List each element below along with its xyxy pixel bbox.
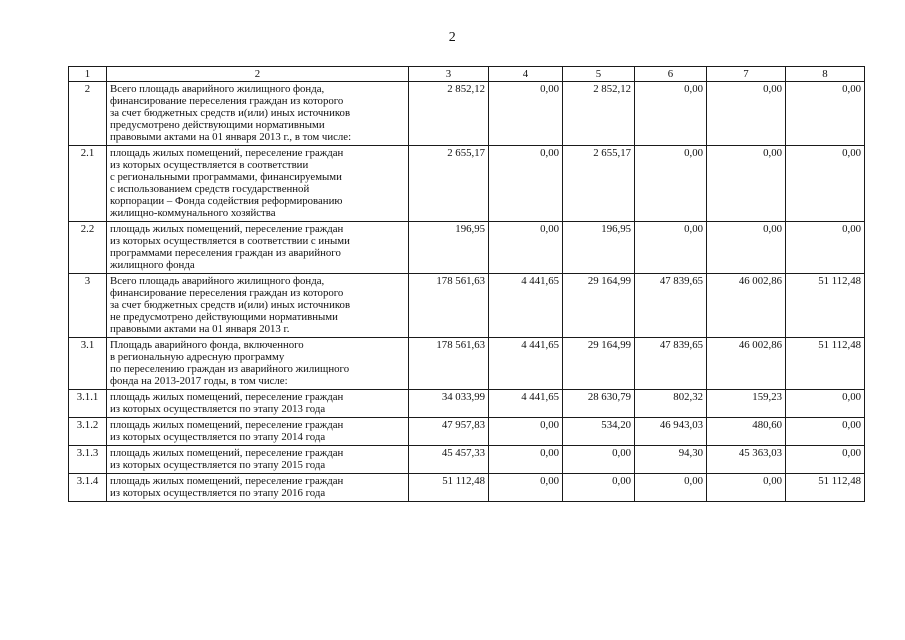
row-description-cell: площадь жилых помещений, переселение граждан из которых осуществляется по этапу 2013 года xyxy=(107,390,409,418)
row-number-cell: 3.1.4 xyxy=(69,474,107,502)
value-cell-col-6: 802,32 xyxy=(635,390,707,418)
value-cell-col-4: 4 441,65 xyxy=(489,338,563,390)
value-cell-col-8: 0,00 xyxy=(786,82,865,146)
row-number-cell: 3 xyxy=(69,274,107,338)
value-cell-col-5: 196,95 xyxy=(563,222,635,274)
row-description-cell: Площадь аварийного фонда, включенного в региональную адресную программу по переселению граждан из аварийного жилищного фонда на 2013-2017 годы, в том числе: xyxy=(107,338,409,390)
row-number-cell: 2.2 xyxy=(69,222,107,274)
value-cell-col-8: 51 112,48 xyxy=(786,338,865,390)
table-row xyxy=(69,274,865,338)
value-cell-col-6: 94,30 xyxy=(635,446,707,474)
value-cell-col-4: 0,00 xyxy=(489,446,563,474)
row-description-cell: Всего площадь аварийного жилищного фонда, финансирование переселения граждан из которого за счет бюджетных средств и(или) иных источников предусмотрено действующими нормативными правовыми актами на 01 января 2013 г., в том числе: xyxy=(107,82,409,146)
header-cell-1: 1 xyxy=(69,67,107,82)
row-number-cell: 3.1 xyxy=(69,338,107,390)
row-description-cell: площадь жилых помещений, переселение граждан из которых осуществляется по этапу 2014 года xyxy=(107,418,409,446)
header-cell-4: 4 xyxy=(489,67,563,82)
value-cell-col-3: 45 457,33 xyxy=(409,446,489,474)
table-row xyxy=(69,474,865,502)
table-row xyxy=(69,338,865,390)
value-cell-col-4: 0,00 xyxy=(489,222,563,274)
value-cell-col-5: 29 164,99 xyxy=(563,274,635,338)
value-cell-col-5: 28 630,79 xyxy=(563,390,635,418)
value-cell-col-7: 46 002,86 xyxy=(707,338,786,390)
header-cell-2: 2 xyxy=(107,67,409,82)
value-cell-col-5: 534,20 xyxy=(563,418,635,446)
row-description-cell: площадь жилых помещений, переселение граждан из которых осуществляется в соответствии с региональными программами, финансируемыми с использованием средств государственной корпорации – Фонда содействия реформированию жилищно-коммунального хозяйства xyxy=(107,146,409,222)
value-cell-col-5: 0,00 xyxy=(563,446,635,474)
value-cell-col-4: 4 441,65 xyxy=(489,390,563,418)
value-cell-col-6: 46 943,03 xyxy=(635,418,707,446)
value-cell-col-8: 51 112,48 xyxy=(786,274,865,338)
row-description-cell: площадь жилых помещений, переселение граждан из которых осуществляется по этапу 2015 года xyxy=(107,446,409,474)
row-number-cell: 3.1.1 xyxy=(69,390,107,418)
value-cell-col-4: 0,00 xyxy=(489,418,563,446)
value-cell-col-3: 47 957,83 xyxy=(409,418,489,446)
table-row xyxy=(69,418,865,446)
row-number-cell: 3.1.3 xyxy=(69,446,107,474)
table-row xyxy=(69,82,865,146)
header-cell-8: 8 xyxy=(786,67,865,82)
value-cell-col-4: 0,00 xyxy=(489,146,563,222)
value-cell-col-7: 0,00 xyxy=(707,222,786,274)
housing-fund-table xyxy=(68,66,865,502)
row-description-cell: Всего площадь аварийного жилищного фонда, финансирование переселения граждан из которого за счет бюджетных средств и(или) иных источников не предусмотрено действующими нормативными правовыми актами на 01 января 2013 г. xyxy=(107,274,409,338)
value-cell-col-5: 2 655,17 xyxy=(563,146,635,222)
value-cell-col-8: 0,00 xyxy=(786,146,865,222)
table-row xyxy=(69,446,865,474)
row-description-cell: площадь жилых помещений, переселение граждан из которых осуществляется в соответствии с иными программами переселения граждан из аварийного жилищного фонда xyxy=(107,222,409,274)
value-cell-col-8: 0,00 xyxy=(786,222,865,274)
header-cell-7: 7 xyxy=(707,67,786,82)
row-description-cell: площадь жилых помещений, переселение граждан из которых осуществляется по этапу 2016 года xyxy=(107,474,409,502)
value-cell-col-4: 4 441,65 xyxy=(489,274,563,338)
value-cell-col-3: 2 852,12 xyxy=(409,82,489,146)
value-cell-col-3: 2 655,17 xyxy=(409,146,489,222)
value-cell-col-3: 51 112,48 xyxy=(409,474,489,502)
value-cell-col-7: 45 363,03 xyxy=(707,446,786,474)
row-number-cell: 3.1.2 xyxy=(69,418,107,446)
value-cell-col-8: 51 112,48 xyxy=(786,474,865,502)
table-row xyxy=(69,222,865,274)
row-number-cell: 2 xyxy=(69,82,107,146)
value-cell-col-7: 159,23 xyxy=(707,390,786,418)
page-number: 2 xyxy=(448,30,457,45)
value-cell-col-4: 0,00 xyxy=(489,82,563,146)
value-cell-col-6: 0,00 xyxy=(635,82,707,146)
row-number-cell: 2.1 xyxy=(69,146,107,222)
value-cell-col-5: 29 164,99 xyxy=(563,338,635,390)
value-cell-col-3: 178 561,63 xyxy=(409,274,489,338)
header-cell-3: 3 xyxy=(409,67,489,82)
value-cell-col-7: 480,60 xyxy=(707,418,786,446)
table-header-row xyxy=(69,67,865,82)
header-cell-5: 5 xyxy=(563,67,635,82)
value-cell-col-5: 2 852,12 xyxy=(563,82,635,146)
value-cell-col-8: 0,00 xyxy=(786,390,865,418)
value-cell-col-6: 0,00 xyxy=(635,146,707,222)
value-cell-col-7: 0,00 xyxy=(707,474,786,502)
value-cell-col-7: 0,00 xyxy=(707,82,786,146)
table-row xyxy=(69,390,865,418)
value-cell-col-8: 0,00 xyxy=(786,446,865,474)
header-cell-6: 6 xyxy=(635,67,707,82)
value-cell-col-3: 196,95 xyxy=(409,222,489,274)
value-cell-col-6: 47 839,65 xyxy=(635,274,707,338)
value-cell-col-7: 0,00 xyxy=(707,146,786,222)
value-cell-col-8: 0,00 xyxy=(786,418,865,446)
value-cell-col-6: 0,00 xyxy=(635,474,707,502)
value-cell-col-7: 46 002,86 xyxy=(707,274,786,338)
value-cell-col-4: 0,00 xyxy=(489,474,563,502)
value-cell-col-3: 34 033,99 xyxy=(409,390,489,418)
table-row xyxy=(69,146,865,222)
value-cell-col-6: 47 839,65 xyxy=(635,338,707,390)
value-cell-col-6: 0,00 xyxy=(635,222,707,274)
value-cell-col-3: 178 561,63 xyxy=(409,338,489,390)
value-cell-col-5: 0,00 xyxy=(563,474,635,502)
